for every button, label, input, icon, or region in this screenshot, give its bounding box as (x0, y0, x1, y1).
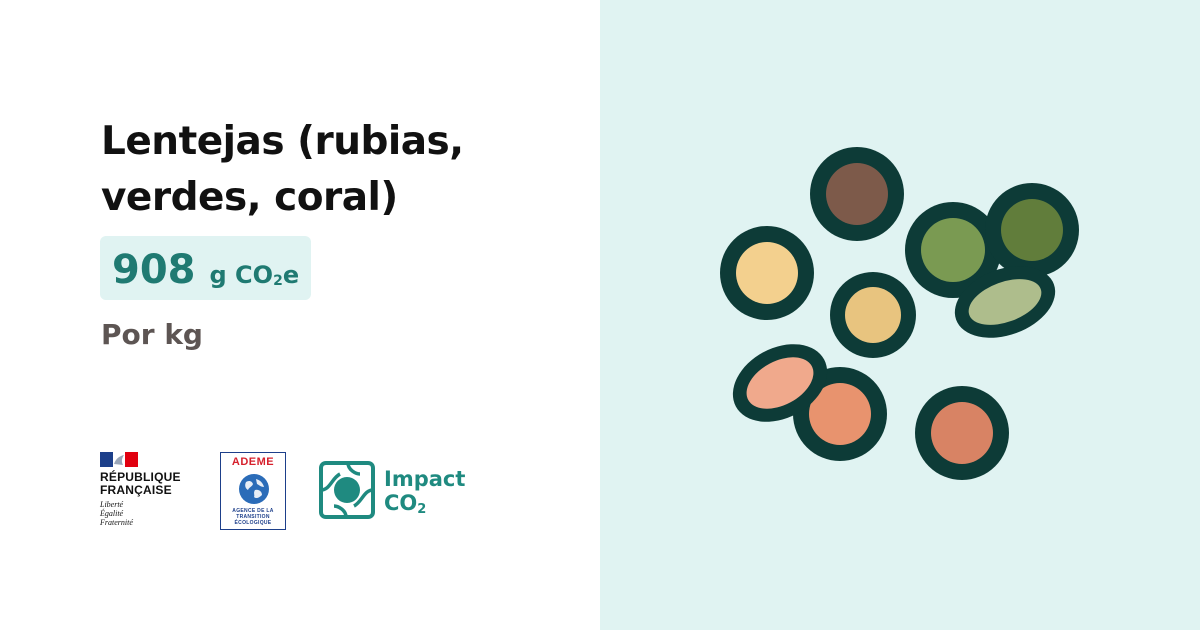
emission-unit: g $CO_2e$ (209, 261, 300, 289)
lentil-coral-dark (915, 386, 1009, 480)
lentil-green-dark (985, 183, 1079, 277)
impact-co2-wordmark: Impact $CO_2$ (384, 467, 466, 517)
impact-co2-logo (318, 460, 478, 522)
lentils-illustration (600, 0, 1200, 630)
ademe-subtitle: AGENCE DE LA TRANSITION ÉCOLOGIQUE (232, 508, 274, 526)
ademe-logo (220, 452, 286, 530)
illustration-panel (600, 0, 1200, 630)
republique-francaise-logo (100, 452, 200, 527)
republique-motto: Liberté Égalité Fraternité (100, 500, 133, 527)
lentil-yellow (830, 272, 916, 358)
emission-badge (100, 236, 311, 300)
marianne-flag-icon (100, 452, 138, 467)
page-title: Lentejas (rubias, verdes, coral) (101, 119, 464, 220)
ademe-name: ADEME (231, 456, 275, 468)
per-unit-label: Por kg (101, 318, 203, 351)
emission-value: 908 (112, 247, 196, 293)
impact-co2-icon (318, 460, 376, 520)
republique-name: RÉPUBLIQUE FRANÇAISE (100, 470, 181, 497)
lentil-yellow-light (720, 226, 814, 320)
globe-icon (238, 473, 270, 505)
lentil-brown (810, 147, 904, 241)
